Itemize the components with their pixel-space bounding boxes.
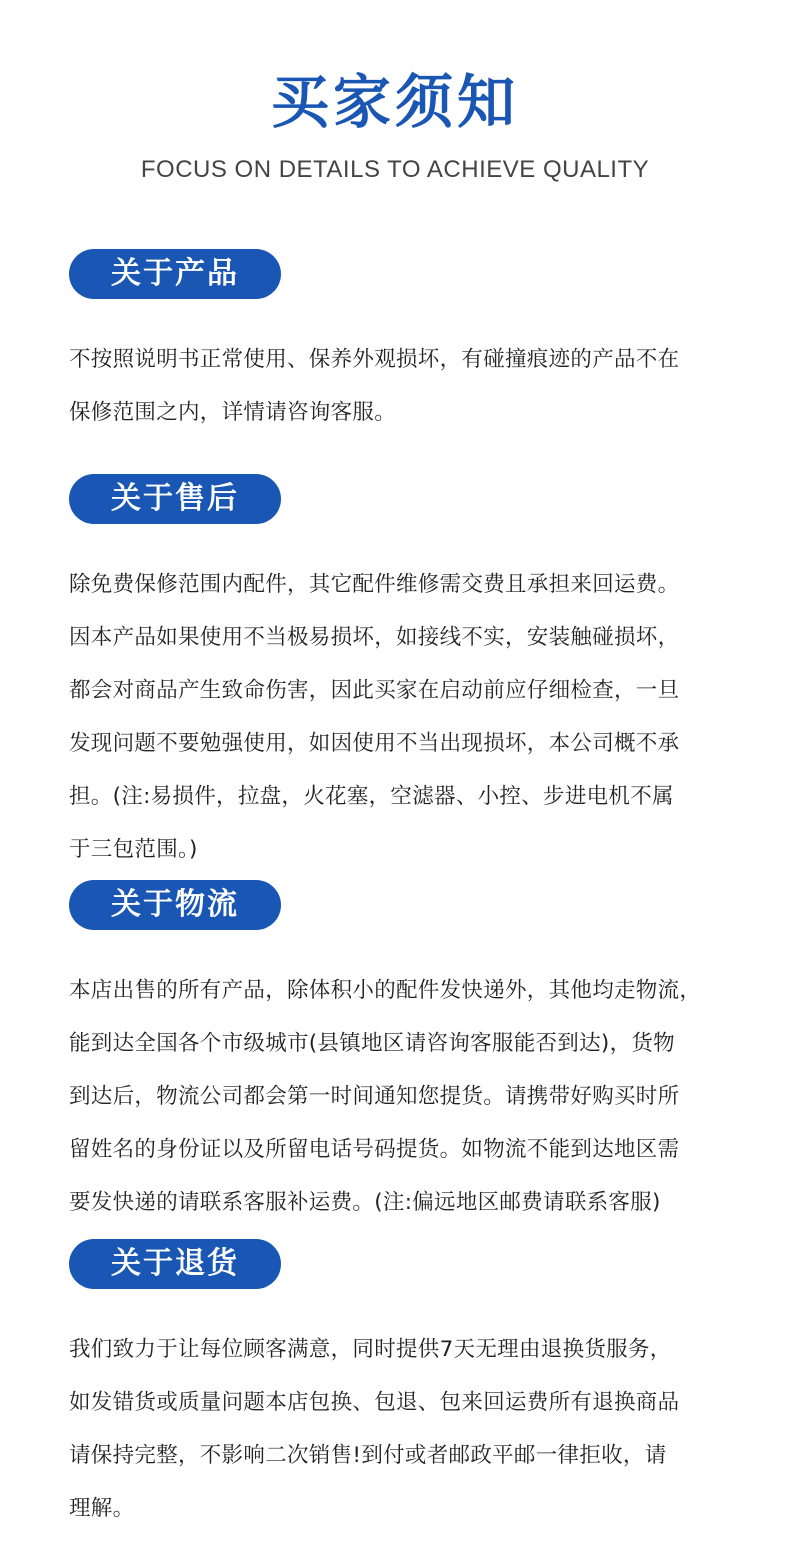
section-product xyxy=(69,249,759,439)
text-line: 担。(注:易损件，拉盘，火花塞，空滤器、小控、步进电机不属 xyxy=(69,784,674,809)
text-line: 留姓名的身份证以及所留电话号码提货。如物流不能到达地区需 xyxy=(69,1137,680,1162)
page-subtitle: FOCUS ON DETAILS TO ACHIEVE QUALITY xyxy=(140,156,650,183)
section-logistics xyxy=(69,880,759,1229)
text-line: 保修范围之内，详情请咨询客服。 xyxy=(69,400,397,425)
section-returns xyxy=(69,1239,759,1535)
section-body-product xyxy=(69,333,759,439)
text-line: 发现问题不要勉强使用，如因使用不当出现损坏，本公司概不承 xyxy=(69,731,680,756)
text-line: 于三包范围。) xyxy=(69,837,198,862)
section-heading-after-sales: 关于售后 xyxy=(69,474,281,524)
section-body-logistics xyxy=(69,964,759,1229)
section-body-returns xyxy=(69,1323,759,1535)
text-line: 如发错货或质量问题本店包换、包退、包来回运费所有退换商品 xyxy=(69,1390,680,1415)
text-line: 能到达全国各个市级城市(县镇地区请咨询客服能否到达)，货物 xyxy=(69,1031,675,1056)
section-heading-logistics: 关于物流 xyxy=(69,880,281,930)
text-line: 理解。 xyxy=(69,1496,135,1521)
page-header xyxy=(0,60,790,188)
text-line: 不按照说明书正常使用、保养外观损坏，有碰撞痕迹的产品不在 xyxy=(69,347,680,372)
text-line: 因本产品如果使用不当极易损坏，如接线不实，安装触碰损坏， xyxy=(69,625,680,650)
text-line: 请保持完整，不影响二次销售!到付或者邮政平邮一律拒收，请 xyxy=(69,1443,667,1468)
text-line: 要发快递的请联系客服补运费。(注:偏远地区邮费请联系客服) xyxy=(69,1190,661,1215)
text-line: 本店出售的所有产品，除体积小的配件发快递外，其他均走物流， xyxy=(69,978,702,1003)
text-line: 除免费保修范围内配件，其它配件维修需交费且承担来回运费。 xyxy=(69,572,680,597)
text-line: 我们致力于让每位顾客满意，同时提供7天无理由退换货服务， xyxy=(69,1337,672,1362)
text-line: 都会对商品产生致命伤害，因此买家在启动前应仔细检查，一旦 xyxy=(69,678,680,703)
text-line: 到达后，物流公司都会第一时间通知您提货。请携带好购买时所 xyxy=(69,1084,680,1109)
section-after-sales xyxy=(69,474,759,876)
section-body-after-sales xyxy=(69,558,759,876)
section-heading-product: 关于产品 xyxy=(69,249,281,299)
page-title: 买家须知 xyxy=(270,68,519,136)
section-heading-returns: 关于退货 xyxy=(69,1239,281,1289)
